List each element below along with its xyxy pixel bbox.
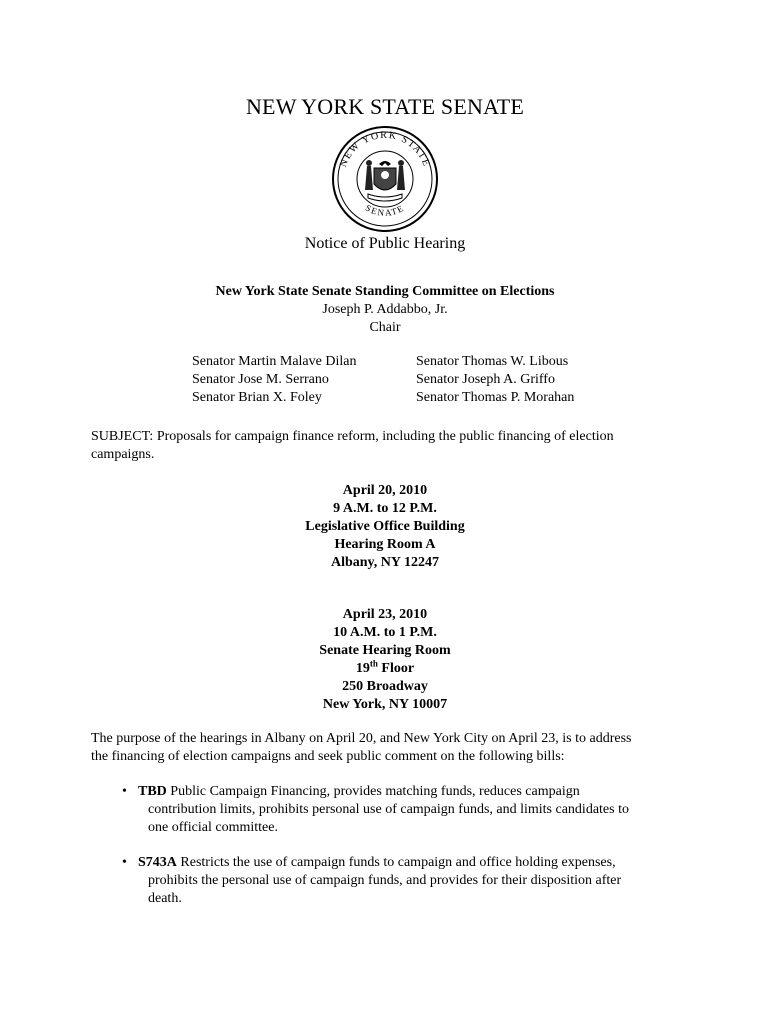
subject-line: campaigns. <box>91 447 155 462</box>
bill-code: TBD <box>138 784 167 799</box>
committee-block <box>0 283 770 337</box>
hearing-building: Legislative Office Building <box>305 519 465 534</box>
members-right-column <box>416 353 616 407</box>
bill-item <box>118 783 678 837</box>
svg-text:SENATE: SENATE <box>363 202 407 218</box>
member-name: Senator Brian X. Foley <box>192 390 322 405</box>
member-name: Senator Martin Malave Dilan <box>192 354 357 369</box>
bullet-icon: • <box>122 855 127 870</box>
senate-title: NEW YORK STATE SENATE <box>245 94 525 119</box>
hearing-time: 10 A.M. to 1 P.M. <box>333 625 437 640</box>
purpose-paragraph <box>91 730 691 766</box>
senate-seal-icon <box>330 124 440 234</box>
hearing-city: Albany, NY 12247 <box>330 555 439 570</box>
members-left-column <box>192 353 412 407</box>
member-name: Senator Thomas W. Libous <box>416 354 569 369</box>
bullet-icon: • <box>122 784 127 799</box>
hearing-floor: 19th Floor <box>355 658 415 676</box>
hearing-city: New York, NY 10007 <box>322 697 448 712</box>
member-name: Senator Joseph A. Griffo <box>416 372 555 387</box>
notice-heading: Notice of Public Hearing <box>304 235 466 252</box>
bill-description: one official committee. <box>148 820 278 835</box>
subject-paragraph <box>91 428 691 464</box>
bill-item <box>118 854 678 908</box>
hearing-address: 250 Broadway <box>342 679 428 694</box>
hearing-time: 9 A.M. to 12 P.M. <box>333 501 437 516</box>
chair-title: Chair <box>369 320 401 335</box>
hearing-room: Hearing Room A <box>334 537 436 552</box>
svg-text:NEW YORK STATE: NEW YORK STATE <box>337 129 433 169</box>
bill-description: Public Campaign Financing, provides matching funds, reduces campaign <box>166 784 580 799</box>
bill-description: prohibits the personal use of campaign funds, and provides for their disposition after <box>148 873 622 888</box>
bill-description: death. <box>148 891 182 906</box>
purpose-line: The purpose of the hearings in Albany on April 20, and New York City on April 23, is to address <box>91 731 632 746</box>
member-name: Senator Jose M. Serrano <box>192 372 329 387</box>
hearing-albany <box>0 482 770 572</box>
member-name: Senator Thomas P. Morahan <box>416 390 575 405</box>
subject-line: SUBJECT: Proposals for campaign finance reform, including the public financing of election <box>91 429 614 444</box>
hearing-date: April 23, 2010 <box>342 607 428 622</box>
bill-description: Restricts the use of campaign funds to campaign and office holding expenses, <box>176 855 616 870</box>
committee-name: New York State Senate Standing Committee on Elections <box>215 284 555 299</box>
hearing-new-york <box>0 606 770 714</box>
bill-code: S743A <box>138 855 177 870</box>
hearing-date: April 20, 2010 <box>342 483 428 498</box>
purpose-line: the financing of election campaigns and seek public comment on the following bills: <box>91 749 565 764</box>
bill-description: contribution limits, prohibits personal use of campaign funds, and limits candidates to <box>148 802 629 817</box>
chair-name: Joseph P. Addabbo, Jr. <box>322 302 448 317</box>
hearing-room: Senate Hearing Room <box>319 643 451 658</box>
